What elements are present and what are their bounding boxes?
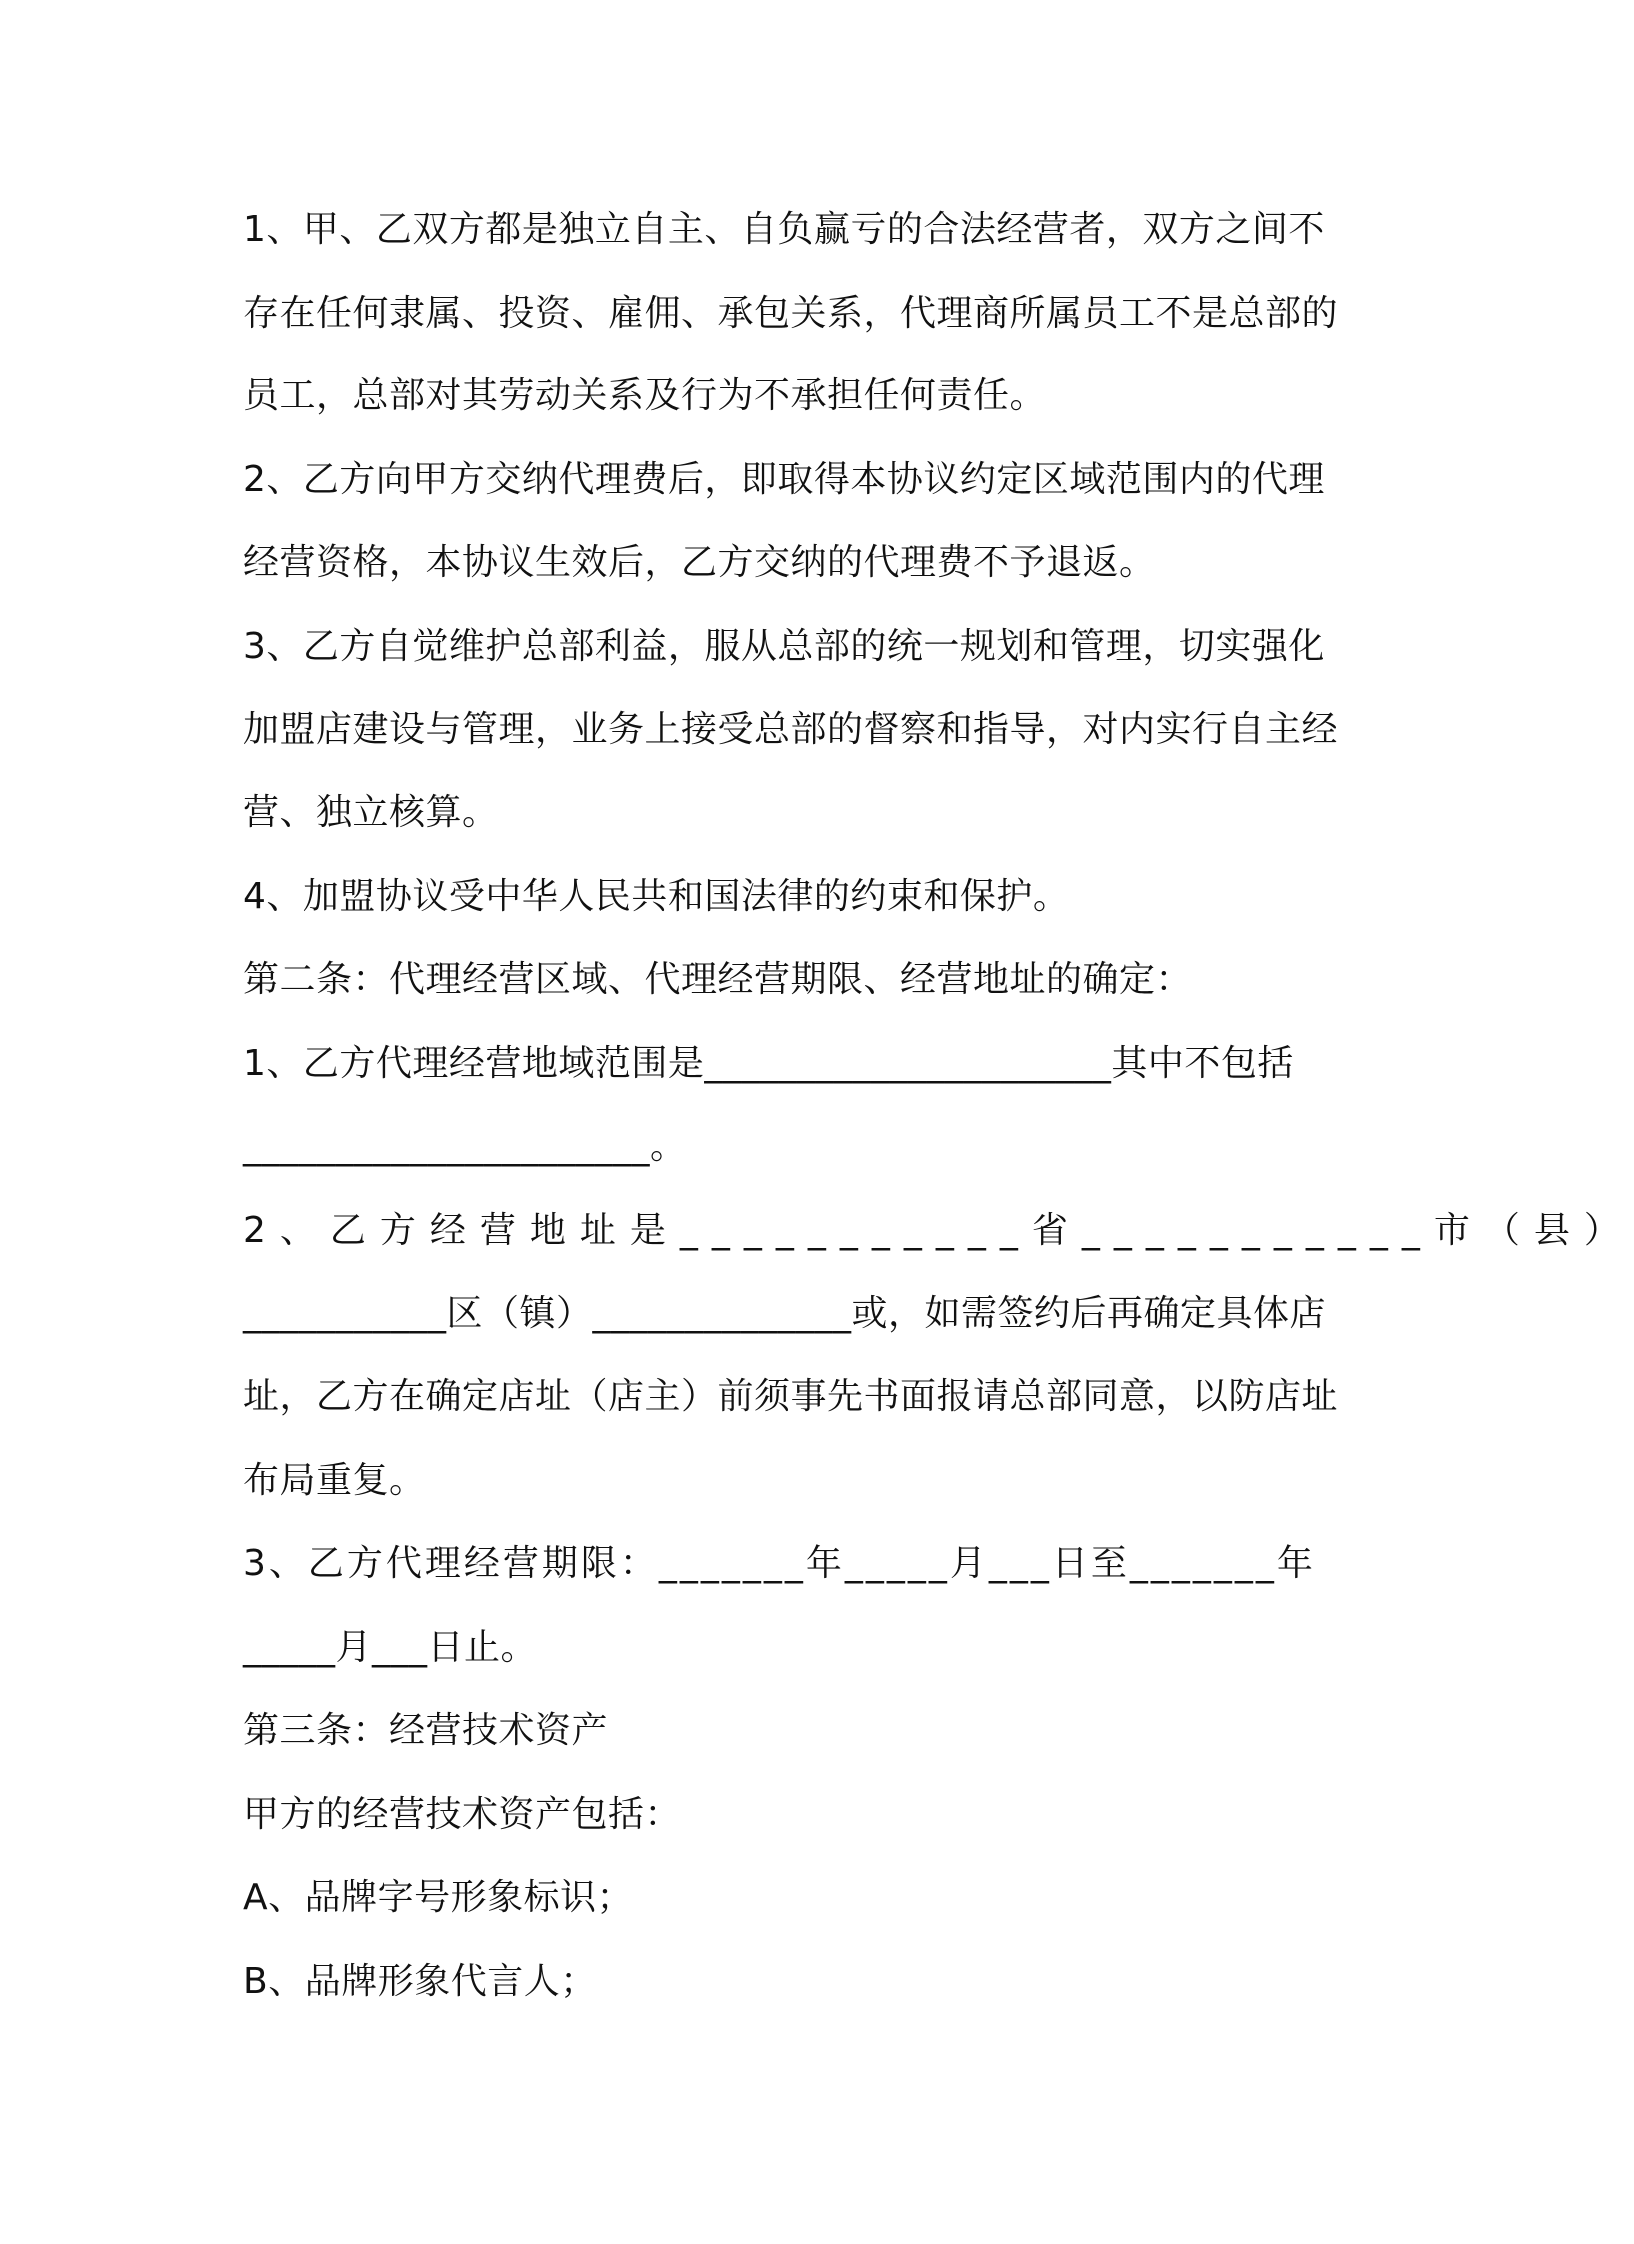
article-3-intro: 甲方的经营技术资产包括： (243, 1794, 682, 1835)
clause-4-line-1: 4、加盟协议受中华人民共和国法律的约束和保护。 (243, 876, 1070, 917)
clause-1-line-2: 存在任何隶属、投资、雇佣、承包关系，代理商所属员工不是总部的 (243, 293, 1339, 334)
clause-3-line-1: 3、乙方自觉维护总部利益，服从总部的统一规划和管理，切实强化 (243, 626, 1325, 667)
article-2-item-2-line-2: ___________区（镇）______________或，如需签约后再确定具体店 (243, 1293, 1327, 1334)
article-2-item-1-line-1: 1、乙方代理经营地域范围是______________________其中不包括 (243, 1043, 1294, 1084)
article-2-item-2-line-1: 2、乙方经营地址是___________省___________市（县） (243, 1210, 1634, 1251)
article-2-item-2-line-4: 布局重复。 (243, 1460, 426, 1501)
article-2-item-1-line-2: ______________________。 (243, 1126, 687, 1167)
article-2-item-3-line-2: _____月___日止。 (243, 1627, 538, 1668)
clause-1-line-1: 1、甲、乙双方都是独立自主、自负赢亏的合法经营者，双方之间不 (243, 209, 1325, 250)
article-3-heading: 第三条：经营技术资产 (243, 1710, 609, 1751)
article-2-item-2-line-3: 址，乙方在确定店址（店主）前须事先书面报请总部同意，以防店址 (243, 1376, 1339, 1417)
article-2-item-3-line-1: 3、乙方代理经营期限：_______年_____月___日至_______年 (243, 1543, 1316, 1584)
article-2-heading: 第二条：代理经营区域、代理经营期限、经营地址的确定： (243, 959, 1193, 1000)
clause-1-line-3: 员工，总部对其劳动关系及行为不承担任何责任。 (243, 375, 1047, 416)
clause-2-line-2: 经营资格，本协议生效后，乙方交纳的代理费不予退返。 (243, 542, 1156, 583)
article-3-item-a: A、品牌字号形象标识； (243, 1877, 634, 1918)
clause-3-line-2: 加盟店建设与管理，业务上接受总部的督察和指导，对内实行自主经 (243, 709, 1339, 750)
clause-3-line-3: 营、独立核算。 (243, 792, 499, 833)
article-3-item-b: B、品牌形象代言人； (243, 1961, 597, 2002)
clause-2-line-1: 2、乙方向甲方交纳代理费后，即取得本协议约定区域范围内的代理 (243, 459, 1325, 500)
